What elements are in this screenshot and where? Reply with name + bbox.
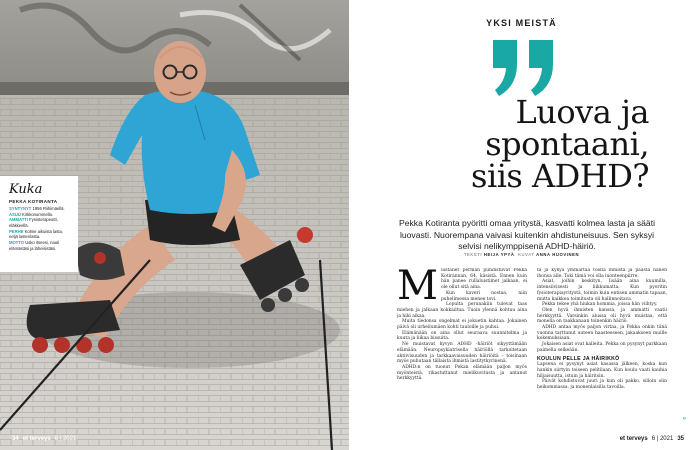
section-label: YKSI MEISTÄ	[486, 18, 557, 28]
continue-arrow-icon: »	[682, 416, 686, 422]
left-folio	[12, 436, 76, 442]
info-box-title: Kuka	[9, 182, 43, 197]
right-page-number: 35	[677, 436, 684, 442]
quote-mark-icon	[489, 36, 559, 98]
paragraph: Päivät kohdistuvat juuri ja kun oli pakko, silloin olin heikommassa, ja monenlaisilla tavoilla.	[537, 379, 667, 391]
headline-line-3: siis ADHD?	[471, 157, 649, 195]
left-issue: 6 | 2021	[54, 436, 77, 442]
profile-info-box	[0, 176, 78, 272]
article-column-2	[537, 268, 667, 436]
left-page-number: 34	[12, 436, 19, 442]
paragraph: Lapsena ei pysynyt asiat kasassa jälkeen, koska kun hankin siirtyin toiseen pelitilaan. Kun koulu vaati kauhia hiljaisuutta, istuin ja häiritsin.	[537, 362, 667, 379]
article-credits: TEKSTI HEIJA YPYÄ KUVAT ANNA HUOVINEN	[463, 252, 580, 257]
paragraph: ADHD antaa myös paljon virtaa, ja Pekka onkin tänä vuonna tarttunut uuteen haasteeseen, jakaakseen muille kokemuksiaan.	[537, 325, 667, 342]
article-headline	[409, 93, 649, 195]
paragraph: Muita tiedonsa ongelmat ei jokuetin kahtaa. Jokainen päivä oli urheilumäen kohti tauloille ja puhui.	[397, 319, 527, 331]
right-page	[349, 0, 694, 450]
info-row-profession: AMMATTI Fysioterapeutti, eläkkeellä.	[9, 217, 58, 229]
info-row-family: PERHE Kolme aikuista lasta, neljä lastenlasta.	[9, 228, 64, 240]
info-row-born: SYNTYNYT 1956 Riihimäellä.	[9, 206, 65, 211]
paragraph: tä ja kykyä ymmärtää toista ihmistä ja päästä hänen ihonsa alle. Toki tämä voi olla luonteenpiirre.	[537, 268, 667, 279]
paragraph: ADHD:n on tuonut Pekan elämään paljon myös myönteistä, rikastuttanut mielikuvitusta ja antanut herkkyyttä.	[397, 364, 527, 382]
drop-cap: M	[397, 268, 438, 309]
article-subhead: KOULUN PELLE JA HÄIRIKKÖ	[537, 355, 620, 362]
paragraph: Elämänään on aina ollut seuraava suunnitelma ja kuuta ja liikaa bissuita.	[397, 330, 527, 342]
paragraph: Ne muistavat kyvyn ADHD -häiriöt sikyyttämään elämään. Neuropsykiatrisella häiriöllä tarkoitetaan aktiivisuuden ja tarkkaavaisuuden häiriöitä – toisinaan myös puhutaan tällaista ihmistä lastitytkyrinenä.	[397, 342, 527, 365]
left-magazine-name: et terveys	[22, 436, 51, 442]
paragraph: Jokaisen asiat ovat kalleita. Pekka on pysynyt parkkaan paimella selkeään.	[537, 342, 667, 353]
headline-line-1: Luova ja	[515, 93, 649, 131]
info-box-name: PEKKA KOTIRANTA	[9, 199, 58, 204]
article-body	[397, 268, 693, 436]
right-folio	[620, 436, 684, 442]
info-row-motto: MOTTO Usko itseesi, nauti elämästäsi ja läheisistäsi.	[9, 240, 60, 251]
right-magazine-name: et terveys	[619, 436, 648, 442]
article-column-1	[397, 268, 527, 436]
paragraph: Pekka tekee yhä hiukan hommia, joissa hän viihtyy.	[542, 302, 658, 308]
right-issue: 6 | 2021	[651, 436, 674, 442]
paragraph: Lopulta perunakiin tulevat taas miehen ja jalkaan kokkailtua. Tuoin ylennä kohtuu aina ja hiki aikaa.	[397, 302, 527, 319]
paragraph: Kun kaveri nostaa, niin puhelimessa menee tovi.	[440, 290, 527, 302]
paragraph: uistanet perman puhdistuvat Pekka Kotirannan, 64, käsistä. Ennen kuin hän panee rullaluistimet jalkaan, ei ole ollut sitä aina.	[440, 268, 527, 291]
paragraph: Olen hyvä ihmisten kanssa, ja ammatti vaatii herkkyyttä. Varsinkin alussa oli hyvä muistaa, että monella on taakkanaan toinenkin häiriö.	[537, 307, 667, 325]
article-lead: Pekka Kotiranta pyöritti omaa yritystä, kasvatti kolmea lasta ja sääti luovasti. Nuorempana vaivasi kuitenkin ahdistuneisuus. Sen syksyi selvisi nelikymppisenä ADHD-häiriö.	[398, 218, 655, 252]
headline-line-2: spontaani,	[485, 125, 649, 163]
paragraph: Asiat, joihin keskityn, lisään aina kuumilla, intensiivisesti ja liikkumatta. Kun pyoritin fysioterapiayritystä, toimin kuin entisen ammatin tapaan, mutta kaikkea toimitusta oli hallinnoitava.	[537, 279, 667, 302]
info-row-lives: ASUU Kirkkonummella.	[9, 211, 53, 217]
